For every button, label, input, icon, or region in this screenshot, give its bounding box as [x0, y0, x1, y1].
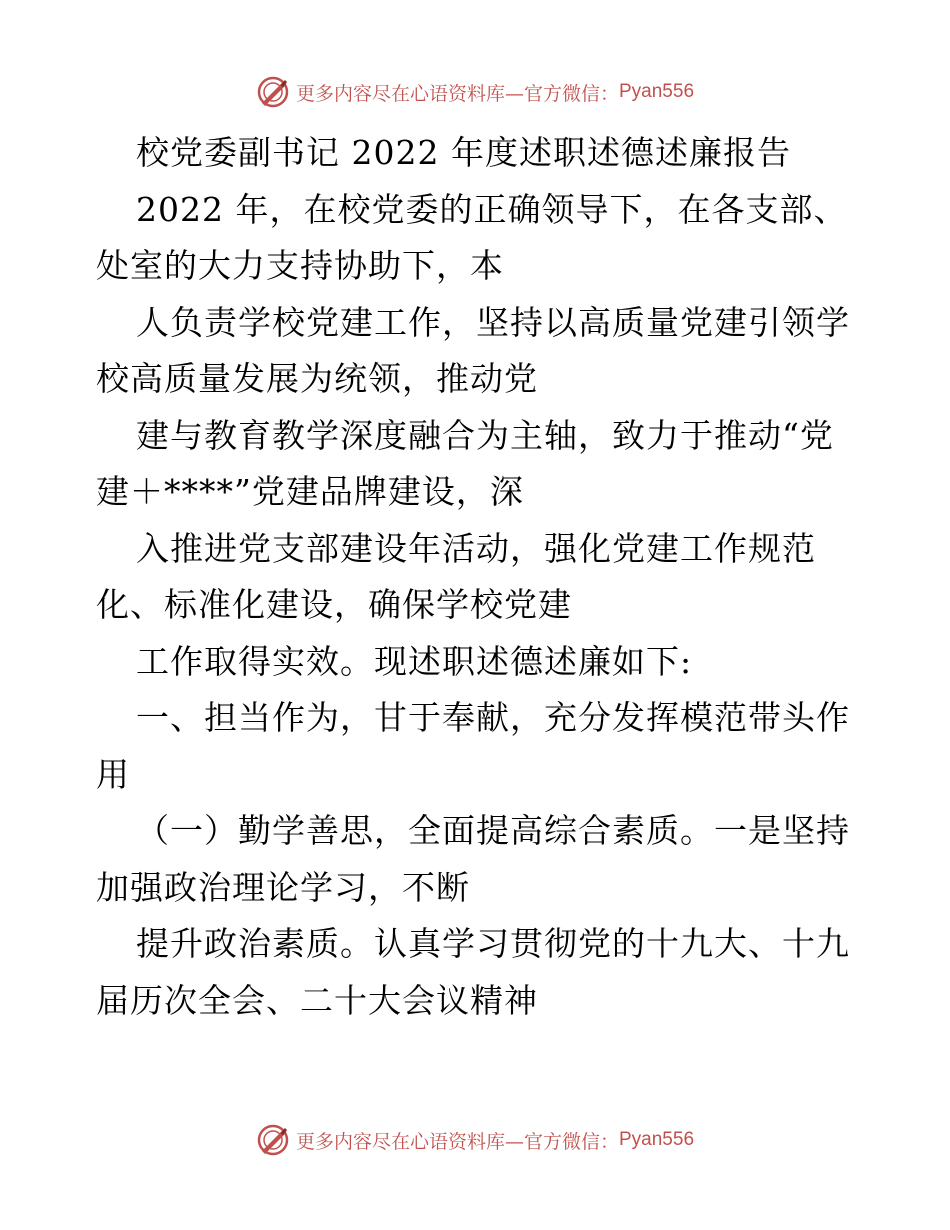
watermark-id: Pyan556 [619, 81, 695, 102]
header-watermark [0, 72, 950, 112]
text-line: 工作取得实效。现述职述德述廉如下: [136, 641, 693, 681]
watermark-text: 更多内容尽在心语资料库—官方微信： [295, 1130, 619, 1153]
text-line: 建＋****”党建品牌建设，深 [96, 472, 524, 511]
section-heading: 一、担当作为，甘于奉献，充分发挥模范带头作 [136, 698, 850, 737]
pen-logo-icon [256, 75, 290, 109]
text-line: 2022 年，在校党委的正确领导下，在各支部、 [136, 189, 848, 229]
text-line: 提升政治素质。认真学习贯彻党的十九大、十九 [136, 924, 850, 963]
text-line: 建与教育教学深度融合为主轴，致力于推动“党 [136, 415, 834, 455]
document-title: 校党委副书记 2022 年度述职述德述廉报告 [136, 133, 791, 172]
text-line: 化、标准化建设，确保学校党建 [96, 585, 572, 624]
text-line: 加强政治理论学习，不断 [96, 867, 470, 907]
text-line: 校高质量发展为统领，推动党 [96, 359, 538, 398]
document-body [96, 125, 866, 1029]
text-line: 人负责学校党建工作，坚持以高质量党建引领学 [136, 302, 850, 342]
text-line: 入推进党支部建设年活动，强化党建工作规范 [136, 528, 816, 568]
watermark-id: Pyan556 [619, 1129, 695, 1150]
footer-watermark [0, 1120, 950, 1160]
section-heading-cont: 用 [96, 754, 130, 794]
pen-logo-icon [256, 1123, 290, 1157]
text-line: 处室的大力支持协助下，本 [96, 246, 504, 285]
text-line: 届历次全会、二十大会议精神 [96, 980, 538, 1020]
text-line: （一）勤学善思，全面提高综合素质。一是坚持 [136, 811, 850, 850]
watermark-text: 更多内容尽在心语资料库—官方微信： [295, 82, 619, 105]
